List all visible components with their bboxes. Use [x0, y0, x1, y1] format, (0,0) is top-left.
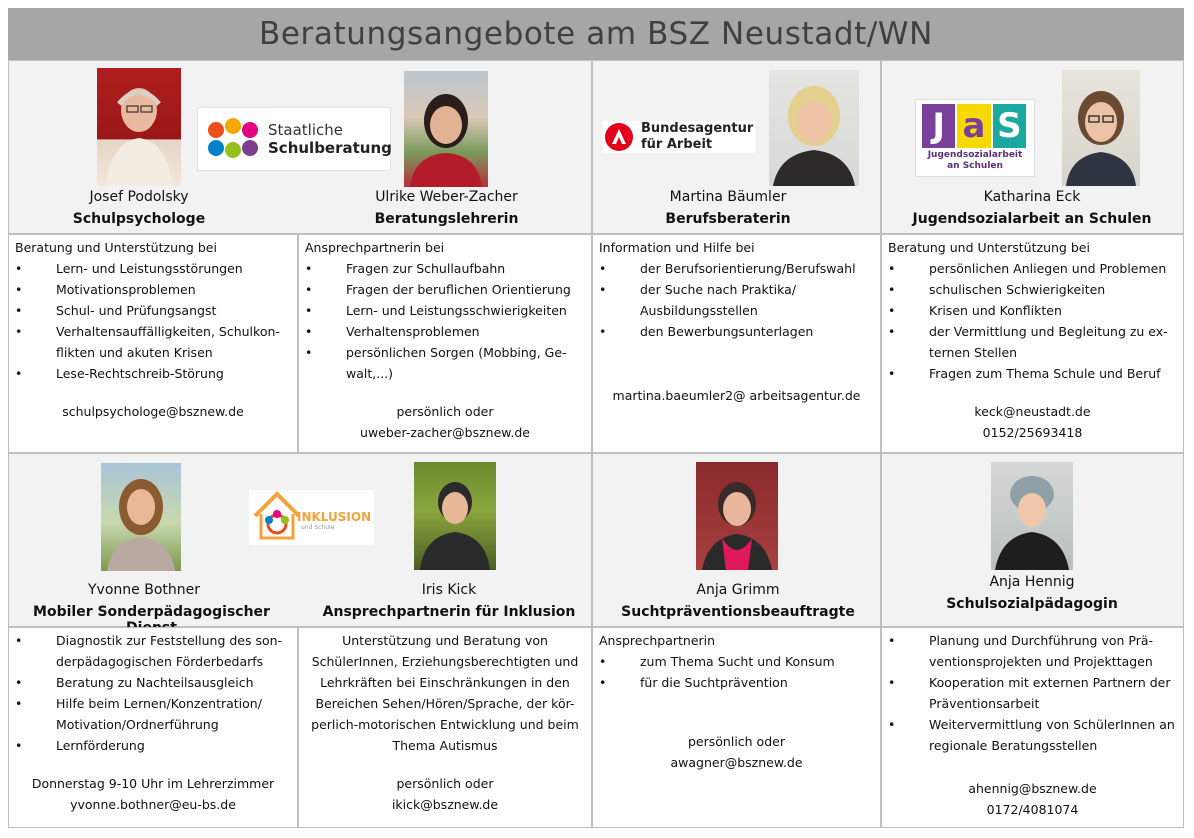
- photo-yvonne-bothner: [101, 463, 181, 571]
- name-katharina-eck: Katharina Eck: [983, 189, 1081, 205]
- counseling-body-3: [592, 234, 881, 453]
- list-item: • der Vermittlung und Begleitung zu ex-ternen Stellen: [888, 321, 1177, 363]
- contact-hours: Donnerstag 9-10 Uhr im Lehrerzimmer: [31, 776, 275, 791]
- counseling-head-3: [592, 60, 881, 234]
- list-item: • Fragen der beruflichen Orientierung: [305, 279, 585, 300]
- role-suchtpraeventionsbeauftragte: Suchtpräventionsbeauftragte: [621, 604, 855, 620]
- name-ulrike-weber-zacher: Ulrike Weber-Zacher: [375, 189, 518, 205]
- list-item: • Lern- und Leistungsstörungen: [15, 258, 291, 279]
- contact-email[interactable]: keck@neustadt.de: [974, 404, 1091, 419]
- topic-list: [15, 258, 291, 384]
- topic-list: [15, 630, 291, 756]
- counseling-body-6: [298, 627, 592, 828]
- schulberatung-logo-line1: Staatliche: [268, 121, 343, 139]
- list-item: • der Suche nach Praktika/ Ausbildungsstellen: [599, 279, 874, 321]
- intro-text: Beratung und Unterstützung bei: [15, 240, 217, 255]
- arbeitsagentur-logo: [603, 121, 755, 153]
- role-inklusion: Ansprechpartnerin für Inklusion: [322, 604, 576, 620]
- list-item: • Verhaltensauffälligkeiten, Schulkon-flikten und akuten Krisen: [15, 321, 291, 363]
- counseling-body-1: [8, 234, 298, 453]
- list-item: • den Bewerbungsunterlagen: [599, 321, 874, 342]
- photo-anja-hennig: [991, 462, 1073, 570]
- schulberatung-logo-line2: Schulberatung: [268, 139, 392, 157]
- counseling-body-8: [881, 627, 1184, 828]
- role-mobiler-sonderpaedagogischer-dienst: Mobiler Sonderpädagogischer: [33, 604, 270, 620]
- role-beratungslehrerin: Beratungslehrerin: [374, 211, 519, 227]
- topic-list: [599, 651, 874, 693]
- counseling-body-7: [592, 627, 881, 828]
- arbeitsagentur-logo-line2: für Arbeit: [641, 137, 713, 152]
- list-item: • Verhaltensproblemen: [305, 321, 585, 342]
- jas-logo-line1: Jugendsozialarbeit: [927, 150, 1023, 160]
- contact-phone[interactable]: 0172/4081074: [986, 802, 1079, 817]
- inklusion-logo-word: INKLUSION: [297, 510, 372, 524]
- topic-list: [888, 630, 1177, 756]
- inklusion-logo-sub: und Schule: [301, 524, 335, 531]
- photo-katharina-eck: [1062, 70, 1140, 186]
- intro-text: Ansprechpartnerin: [599, 633, 716, 648]
- topic-list: [888, 258, 1177, 384]
- list-item: • Fragen zum Thema Schule und Beruf: [888, 363, 1177, 384]
- list-item: • zum Thema Sucht und Konsum: [599, 651, 874, 672]
- jas-logo: [915, 99, 1035, 177]
- list-item: • Weitervermittlung von SchülerInnen an regionale Beratungsstellen: [888, 714, 1177, 756]
- inklusion-logo: [249, 490, 374, 545]
- contact-email[interactable]: martina.baeumler2@ arbeitsagentur.de: [612, 388, 861, 403]
- contact-email[interactable]: uweber-zacher@bsznew.de: [360, 425, 530, 440]
- counseling-body-5: [8, 627, 298, 828]
- role-schulsozialpaedagogin: Schulsozialpädagogin: [946, 596, 1118, 612]
- counseling-head-4: [881, 60, 1184, 234]
- name-anja-grimm: Anja Grimm: [696, 582, 780, 598]
- list-item: • Schul- und Prüfungsangst: [15, 300, 291, 321]
- jas-logo-letters: J a S: [922, 104, 1026, 148]
- page-title: Beratungsangebote am BSZ Neustadt/WN: [259, 16, 933, 52]
- list-item: • Lese-Rechtschreib-Störung: [15, 363, 291, 384]
- list-item: • Motivationsproblemen: [15, 279, 291, 300]
- contact-email[interactable]: ahennig@bsznew.de: [968, 781, 1097, 796]
- role-berufsberaterin: Berufsberaterin: [665, 211, 791, 227]
- topic-list: [599, 258, 874, 342]
- photo-martina-baeumler: [769, 70, 859, 186]
- name-josef-podolsky: Josef Podolsky: [89, 189, 189, 205]
- list-item: • Planung und Durchführung von Prä-ventionsprojekten und Projekttagen: [888, 630, 1177, 672]
- list-item: • Kooperation mit externen Partnern der Präventionsarbeit: [888, 672, 1177, 714]
- list-item: • Beratung zu Nachteilsausgleich: [15, 672, 291, 693]
- contact-email[interactable]: awagner@bsznew.de: [670, 755, 803, 770]
- name-martina-baeumler: Martina Bäumler: [669, 189, 787, 205]
- role-schulpsychologe: Schulpsychologe: [72, 211, 206, 227]
- counseling-head-5-6: [8, 453, 592, 627]
- schulberatung-logo: [197, 107, 391, 171]
- list-item: • Hilfe beim Lernen/Konzentration/ Motivation/Ordnerführung: [15, 693, 291, 735]
- intro-text: Information und Hilfe bei: [599, 240, 755, 255]
- title-bar: [8, 8, 1184, 60]
- contact-email[interactable]: yvonne.bothner@eu-bs.de: [70, 797, 236, 812]
- photo-iris-kick: [414, 462, 496, 570]
- list-item: • Fragen zur Schullaufbahn: [305, 258, 585, 279]
- role-jugendsozialarbeit: Jugendsozialarbeit an Schulen: [912, 211, 1152, 227]
- intro-text: Unterstützung und Beratung von SchülerInnen, Erziehungsberechtigten und Lehrkräften bei Einschränkungen in den Bereichen Sehen/Hören/Sprache, der kör-perlich-motorischen Entwicklung und beim Thema Autismus: [311, 633, 579, 753]
- list-item: • Lern- und Leistungsschwierigkeiten: [305, 300, 585, 321]
- topic-list: [305, 258, 585, 384]
- list-item: • persönlichen Anliegen und Problemen: [888, 258, 1177, 279]
- counseling-head-8: [881, 453, 1184, 627]
- contact-email[interactable]: schulpsychologe@bsznew.de: [62, 404, 244, 419]
- intro-text: Beratung und Unterstützung bei: [888, 240, 1090, 255]
- list-item: • Diagnostik zur Feststellung des son-derpädagogischen Förderbedarfs: [15, 630, 291, 672]
- counseling-head-1-2: [8, 60, 592, 234]
- list-item: • der Berufsorientierung/Berufswahl: [599, 258, 874, 279]
- arbeitsagentur-logo-line1: Bundesagentur: [641, 121, 754, 136]
- photo-anja-grimm: [696, 462, 778, 570]
- counseling-body-4: [881, 234, 1184, 453]
- list-item: • schulischen Schwierigkeiten: [888, 279, 1177, 300]
- name-iris-kick: Iris Kick: [421, 582, 477, 598]
- list-item: • für die Suchtprävention: [599, 672, 874, 693]
- list-item: • Krisen und Konflikten: [888, 300, 1177, 321]
- name-anja-hennig: Anja Hennig: [989, 574, 1075, 590]
- intro-text: Ansprechpartnerin bei: [305, 240, 445, 255]
- contact-note: persönlich oder: [688, 734, 785, 749]
- counseling-head-7: [592, 453, 881, 627]
- list-item: • Lernförderung: [15, 735, 291, 756]
- jas-logo-line2: an Schulen: [947, 161, 1003, 171]
- contact-phone[interactable]: 0152/25693418: [982, 425, 1083, 440]
- contact-note: persönlich oder: [396, 404, 494, 419]
- contact-note: persönlich oder: [396, 776, 494, 791]
- list-item: • persönlichen Sorgen (Mobbing, Ge-walt,...): [305, 342, 585, 384]
- photo-josef-podolsky: [97, 68, 181, 186]
- name-yvonne-bothner: Yvonne Bothner: [88, 582, 200, 598]
- counseling-body-2: [298, 234, 592, 453]
- photo-ulrike-weber-zacher: [404, 71, 488, 187]
- contact-email[interactable]: ikick@bsznew.de: [391, 797, 499, 812]
